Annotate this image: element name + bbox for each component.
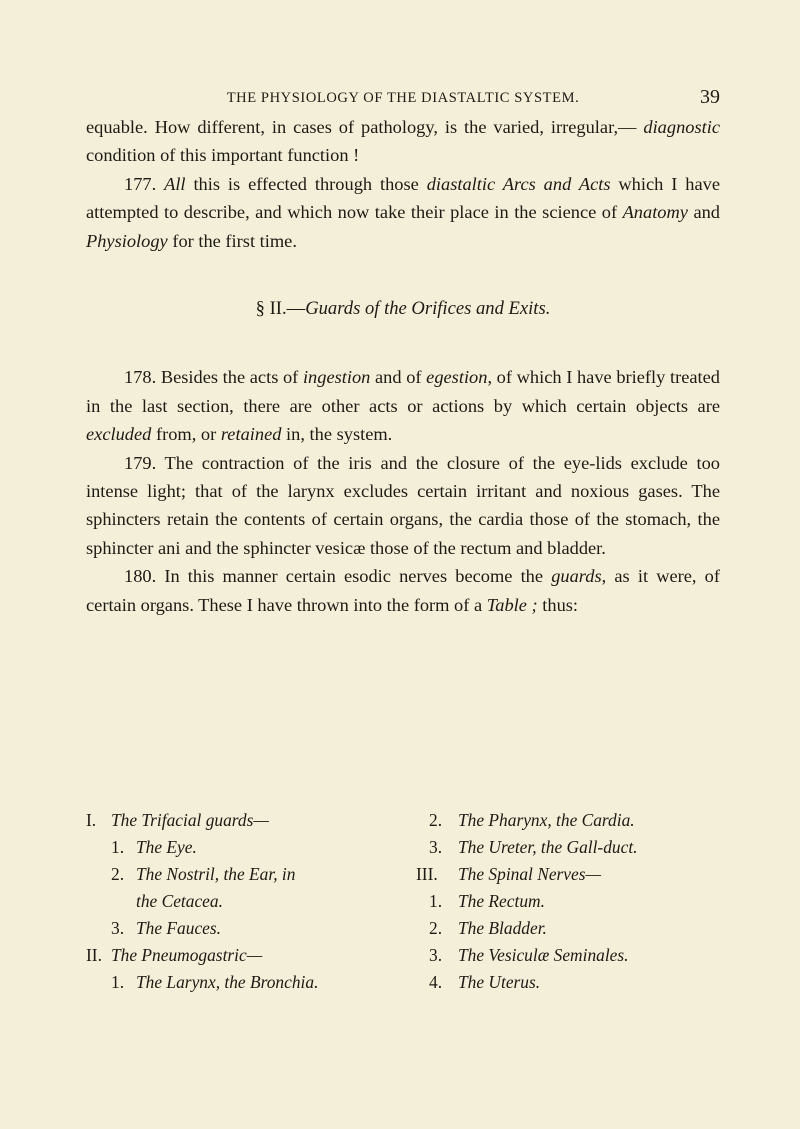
- paragraph-180: [86, 562, 720, 619]
- paragraph-text: from, or: [151, 424, 221, 445]
- emphasis-text: Table ;: [486, 594, 538, 615]
- paragraph-178: [86, 363, 720, 448]
- emphasis-text: ingestion: [302, 367, 371, 388]
- section-heading: [86, 295, 720, 323]
- paragraph-text: and of: [370, 367, 427, 388]
- table-left-num: 1.: [111, 972, 125, 992]
- emphasis-text: guards: [551, 566, 602, 587]
- paragraph-text: 178. Besides the acts of: [124, 367, 303, 388]
- paragraph-text: condition of this important function !: [86, 145, 360, 166]
- table-left-num: I.: [86, 810, 97, 830]
- paragraph-text: , of which I have briefly treated in the last section, there are other acts or actions by which certain objects are: [86, 367, 720, 416]
- page-number: 39: [700, 86, 720, 108]
- table-right-num: 3.: [429, 945, 443, 965]
- table-right-num: 4.: [429, 972, 443, 992]
- table-left-text: The Eye.: [136, 837, 197, 857]
- emphasis-text: Anatomy: [622, 202, 688, 223]
- table-row: [86, 945, 726, 972]
- table-left-num: 3.: [111, 918, 125, 938]
- table-right-text: The Bladder.: [458, 918, 547, 938]
- emphasis-text: egestion: [426, 367, 488, 388]
- paragraph-text: 180. In this manner certain esodic nerves become the: [124, 566, 552, 587]
- paragraph-text: this is effected through those: [185, 173, 427, 194]
- table-right-text: The Uterus.: [458, 972, 541, 992]
- emphasis-text: excluded: [86, 424, 152, 445]
- paragraph-number: 177.: [124, 173, 165, 194]
- paragraph-text: equable. How different, in cases of pathology, is the varied, irregular,—: [86, 117, 637, 137]
- table-row: [86, 972, 726, 999]
- table-right-num: 2.: [429, 810, 443, 830]
- body-text: [86, 113, 720, 619]
- table-row: [86, 864, 726, 891]
- paragraph-text: for the first time.: [167, 230, 297, 251]
- paragraph-text: and: [687, 202, 720, 223]
- table-left-text: The Larynx, the Bronchia.: [136, 972, 319, 992]
- table-right-num: III.: [416, 864, 438, 884]
- paragraph-text: thus:: [537, 594, 579, 615]
- table-left-text: the Cetacea.: [136, 891, 223, 911]
- section-heading-title: Guards of the Orifices and Exits.: [305, 298, 551, 320]
- table-row: [86, 837, 726, 864]
- table-left-num: 2.: [111, 864, 125, 884]
- emphasis-text: diastaltic Arcs and Acts: [426, 173, 611, 194]
- emphasis-text: All: [164, 173, 186, 194]
- running-head: [86, 86, 720, 110]
- table-right-text: The Ureter, the Gall-duct.: [458, 837, 638, 857]
- table-left-num: II.: [86, 945, 102, 965]
- table-left-text: The Trifacial guards—: [111, 810, 269, 830]
- table-right-text: The Vesiculæ Seminales.: [458, 945, 629, 965]
- paragraph-text: , as it were, of certain organs. These I have thrown into the form of a: [86, 566, 720, 615]
- table-right-num: 3.: [429, 837, 443, 857]
- table-right-num: 1.: [429, 891, 443, 911]
- paragraph-177: [86, 170, 720, 255]
- table-right-text: The Spinal Nerves—: [458, 864, 601, 884]
- emphasis-text: Physiology: [86, 230, 168, 251]
- table-row: [86, 918, 726, 945]
- table-right-text: The Pharynx, the Cardia.: [458, 810, 635, 830]
- table-right-num: 2.: [429, 918, 443, 938]
- table-left-num: 1.: [111, 837, 125, 857]
- table-left-text: The Fauces.: [136, 918, 222, 938]
- table-row: [86, 810, 726, 837]
- emphasis-text: retained: [220, 424, 282, 445]
- table-left-text: The Pneumogastric—: [111, 945, 263, 965]
- running-head-title: THE PHYSIOLOGY OF THE DIASTALTIC SYSTEM.: [226, 90, 580, 106]
- section-heading-prefix: § II.—: [255, 298, 306, 320]
- emphasis-text: diagnostic: [643, 117, 720, 137]
- table-left-text: The Nostril, the Ear, in: [136, 864, 296, 884]
- table-right-text: The Rectum.: [458, 891, 545, 911]
- paragraph-continued: [86, 113, 720, 170]
- table-row: [86, 891, 726, 918]
- paragraph-text: in, the system.: [281, 424, 393, 445]
- paragraph-text: which I have attempted to describe, and which now take their place in the science of: [86, 173, 721, 223]
- paragraph-179: 179. The contraction of the iris and the closure of the eye-lids exclude too intense light; that of the larynx excludes certain irritant and noxious gases. The sphincters retain the contents of certain organs, the cardia those of the stomach, the sphincter ani and the sphincter vesicæ those of the rectum and bladder.: [86, 452, 720, 558]
